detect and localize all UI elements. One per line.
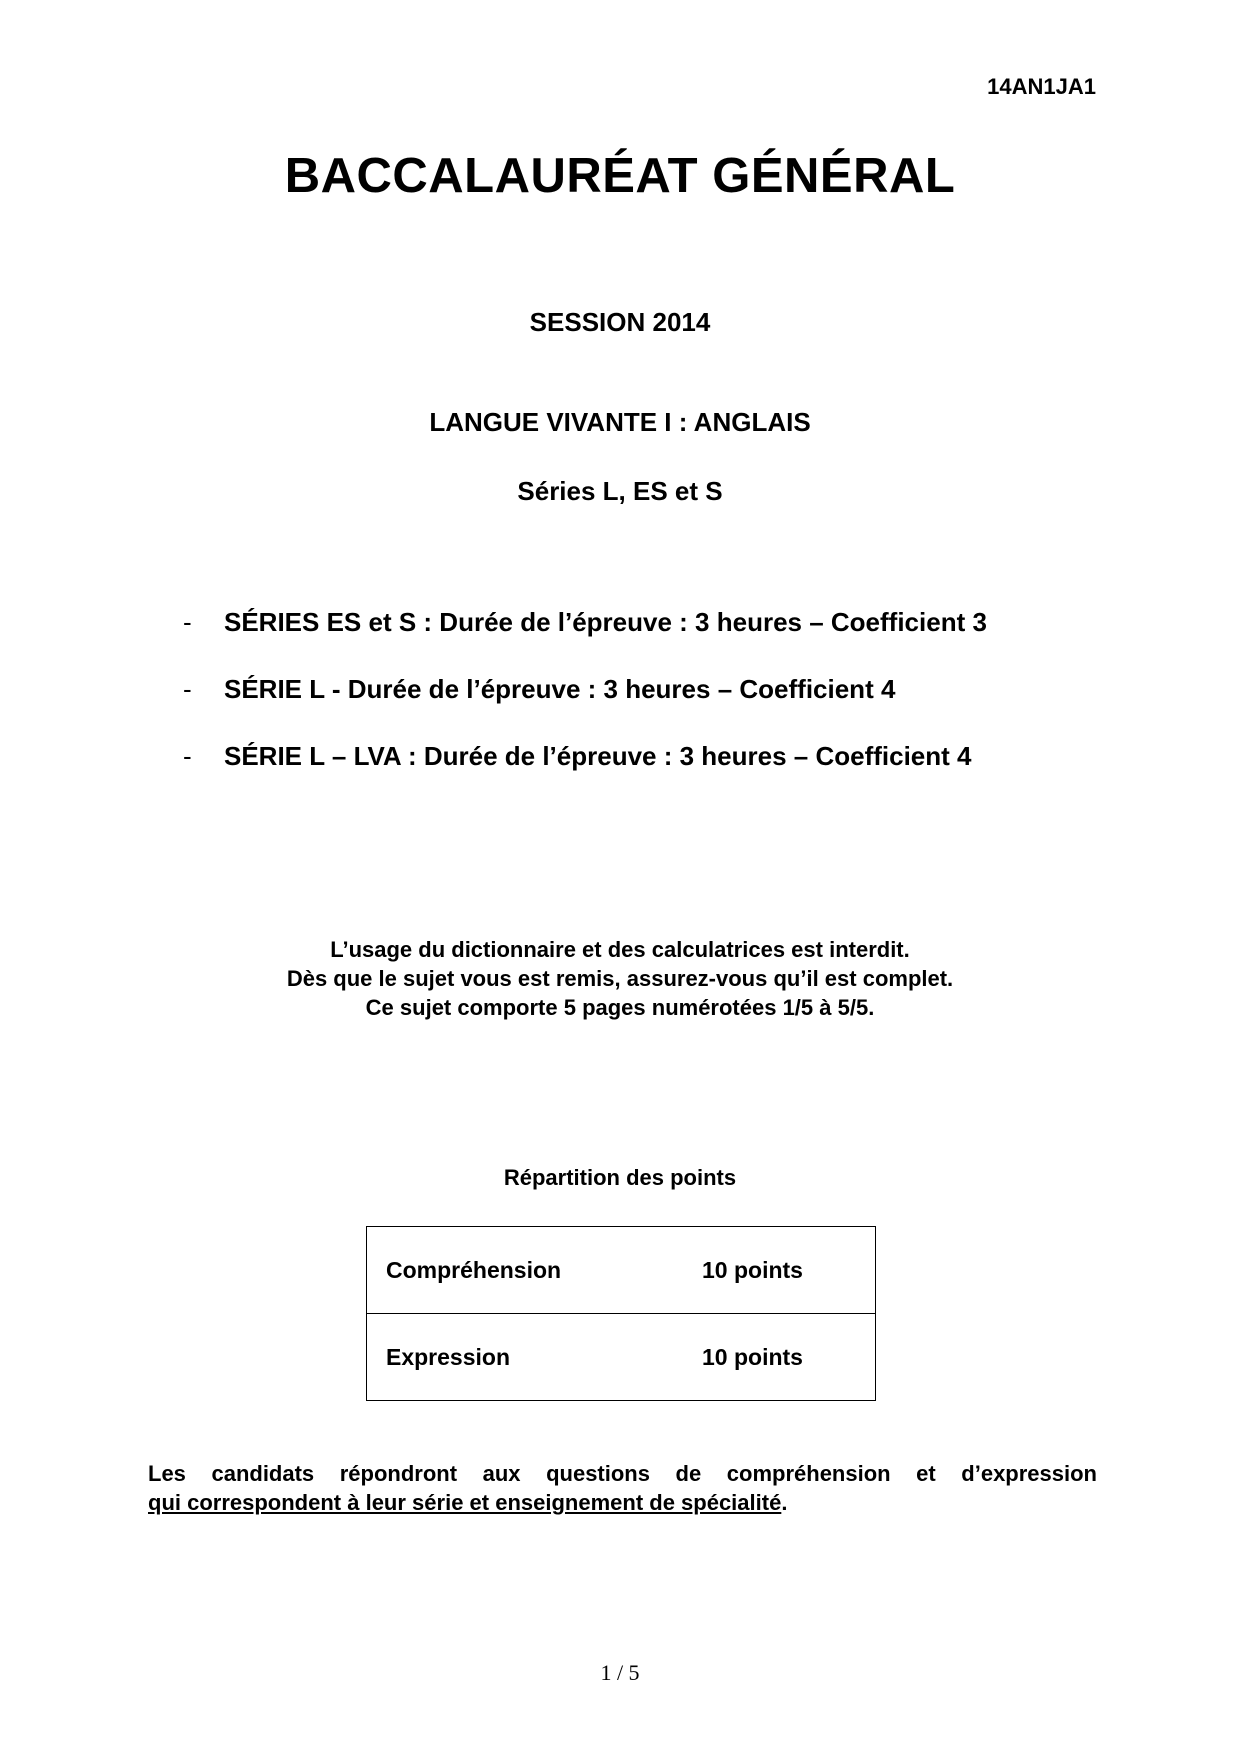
bullet-dash: -	[183, 607, 192, 637]
instructions-line-2	[148, 1488, 1097, 1517]
table-row-value: 10 points	[702, 1257, 803, 1283]
exam-rules	[0, 935, 1240, 1022]
document-code: 14AN1JA1	[987, 74, 1096, 99]
rule-line: L’usage du dictionnaire et des calculatrices est interdit.	[330, 937, 910, 962]
table-row	[367, 1227, 875, 1313]
list-item	[183, 674, 1143, 741]
list-item	[183, 741, 1143, 808]
series-label: Séries L, ES et S	[517, 476, 723, 506]
list-item	[183, 607, 1143, 674]
page-number: 1 / 5	[600, 1660, 640, 1685]
exam-detail-text: SÉRIES ES et S : Durée de l’épreuve : 3 heures – Coefficient 3	[224, 607, 987, 637]
exam-detail-text: SÉRIE L – LVA : Durée de l’épreuve : 3 heures – Coefficient 4	[224, 741, 972, 771]
rule-line: Ce sujet comporte 5 pages numérotées 1/5 à 5/5.	[365, 995, 875, 1020]
subject-label: LANGUE VIVANTE I : ANGLAIS	[429, 407, 811, 437]
bullet-dash: -	[183, 674, 192, 704]
session-label: SESSION 2014	[529, 307, 711, 337]
exam-detail-text: SÉRIE L - Durée de l’épreuve : 3 heures – Coefficient 4	[224, 674, 896, 704]
table-row-label: Compréhension	[386, 1257, 562, 1283]
exam-details-list	[183, 607, 1143, 808]
table-row	[367, 1313, 875, 1400]
candidate-instructions	[148, 1459, 1097, 1517]
points-table-caption: Répartition des points	[503, 1165, 737, 1190]
page-title: BACCALAURÉAT GÉNÉRAL	[284, 149, 956, 203]
instructions-end: .	[781, 1490, 788, 1515]
points-table	[366, 1226, 876, 1401]
rule-line: Dès que le sujet vous est remis, assurez-vous qu’il est complet.	[286, 966, 954, 991]
table-row-value: 10 points	[702, 1344, 803, 1370]
bullet-dash: -	[183, 741, 192, 771]
instructions-underlined: qui correspondent à leur série et enseignement de spécialité	[148, 1490, 782, 1515]
instructions-line-1: Les candidats répondront aux questions de compréhension et d’expression	[148, 1461, 1097, 1486]
table-row-label: Expression	[386, 1344, 510, 1370]
